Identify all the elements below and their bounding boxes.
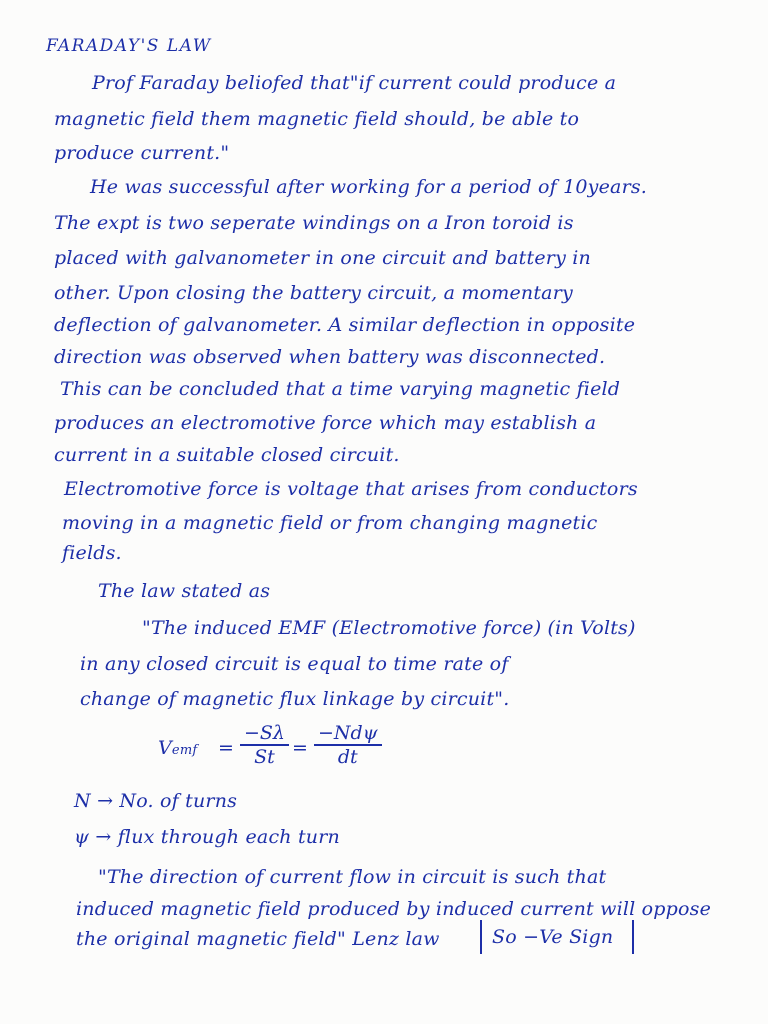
fraction-denominator: dt (337, 746, 358, 768)
text-line: "The direction of current flow in circuit is such that (98, 866, 607, 888)
fraction-flux-linkage (240, 722, 289, 768)
text-line: The law stated as (98, 580, 271, 602)
definition-line: N → No. of turns (74, 790, 238, 812)
text-line: deflection of galvanometer. A similar deflection in opposite (54, 314, 636, 336)
equals-sign: = (292, 737, 309, 759)
equation-lhs-symbol: V (158, 737, 172, 759)
text-line: "The induced EMF (Electromotive force) (in Volts) (142, 617, 636, 639)
text-line: change of magnetic flux linkage by circuit". (80, 688, 510, 710)
text-line: He was successful after working for a period of 10years. (90, 176, 648, 198)
text-line: direction was observed when battery was disconnected. (54, 346, 606, 368)
text-line: in any closed circuit is equal to time rate of (80, 653, 509, 675)
text-line: moving in a magnetic field or from changing magnetic (62, 512, 598, 534)
equation-lhs-subscript: emf (171, 743, 198, 758)
text-line: fields. (62, 542, 122, 564)
text-line: the original magnetic field" Lenz law (76, 928, 440, 950)
text-line: Prof Faraday beliofed that"if current could produce a (92, 72, 617, 94)
text-line: current in a suitable closed circuit. (54, 444, 400, 466)
text-line: produces an electromotive force which may establish a (54, 412, 597, 434)
fraction-numerator: −Sλ (240, 722, 289, 746)
text-line: produce current." (54, 142, 230, 164)
equals-sign: = (218, 737, 235, 759)
page-title: FARADAY'S LAW (46, 36, 212, 56)
text-line: Electromotive force is voltage that arises from conductors (64, 478, 638, 500)
text-line: induced magnetic field produced by induced current will oppose (76, 898, 712, 920)
text-line: This can be concluded that a time varying magnetic field (60, 378, 621, 400)
sign-note: So −Ve Sign (492, 926, 614, 948)
equation-lhs (158, 737, 197, 759)
fraction-numerator: −Ndψ (314, 722, 382, 746)
text-line: The expt is two seperate windings on a Iron toroid is (54, 212, 574, 234)
fraction-denominator: St (254, 746, 275, 768)
text-line: other. Upon closing the battery circuit, a momentary (54, 282, 573, 304)
text-line: placed with galvanometer in one circuit and battery in (54, 247, 591, 269)
text-line: magnetic field them magnetic field should, be able to (54, 108, 580, 130)
fraction-flux-turns (314, 722, 382, 768)
definition-line: ψ → flux through each turn (74, 826, 340, 848)
